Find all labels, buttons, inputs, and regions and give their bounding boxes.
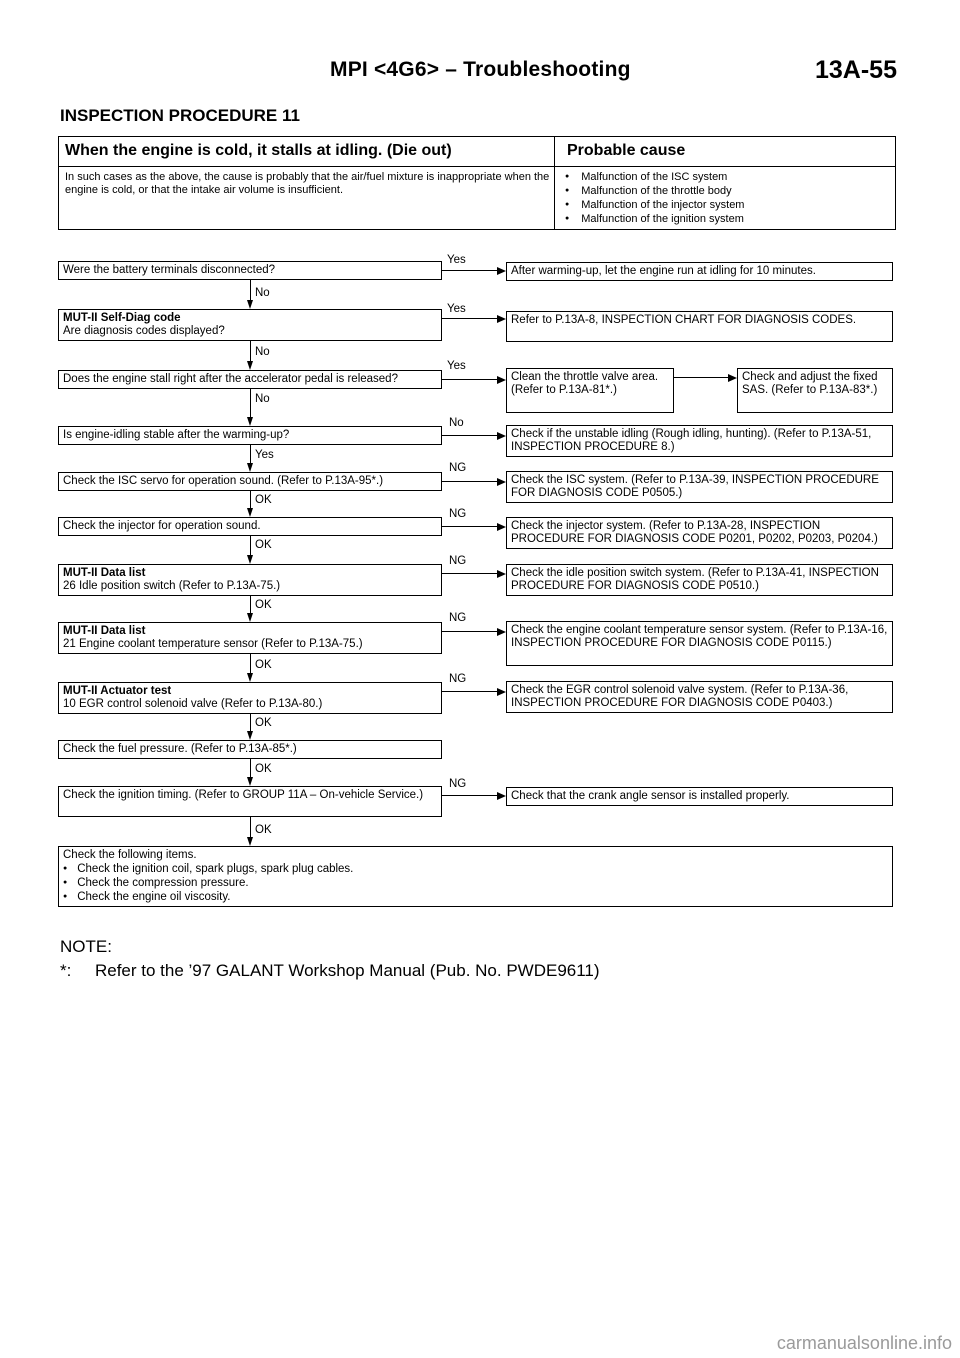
branch-connector bbox=[442, 573, 498, 574]
flow-connector bbox=[250, 817, 251, 838]
box-text: Check the ISC servo for operation sound. (Refer to P.13A-95*.) bbox=[63, 475, 384, 487]
note-text: Refer to the ’97 GALANT Workshop Manual (Pub. No. PWDE9611) bbox=[94, 961, 600, 980]
box-text: Clean the throttle valve area. (Refer to P.13A-81*.) bbox=[511, 371, 659, 396]
flow-connector bbox=[250, 389, 251, 418]
page-number: 13A-55 bbox=[815, 56, 897, 84]
box-text: Check the fuel pressure. (Refer to P.13A-85*.) bbox=[63, 743, 297, 755]
branch-label: NG bbox=[449, 462, 467, 474]
box-text: After warming-up, let the engine run at idling for 10 minutes. bbox=[511, 265, 816, 277]
result-box bbox=[506, 368, 674, 413]
flow-connector bbox=[250, 491, 251, 509]
box-text: 21 Engine coolant temperature sensor (Refer to P.13A-75.) bbox=[63, 638, 363, 650]
arrow-right-icon bbox=[497, 478, 506, 486]
arrow-down-icon bbox=[247, 777, 253, 786]
note-block bbox=[60, 935, 600, 983]
box-text: Does the engine stall right after the accelerator pedal is released? bbox=[63, 373, 398, 385]
step-box bbox=[58, 309, 442, 341]
down-branch-label: OK bbox=[255, 763, 272, 775]
down-branch-label: OK bbox=[255, 659, 272, 671]
cause-item: ● Malfunction of the injector system bbox=[565, 198, 744, 212]
box-text: Were the battery terminals disconnected? bbox=[63, 264, 276, 276]
down-branch-label: OK bbox=[255, 539, 272, 551]
arrow-right-icon bbox=[497, 432, 506, 440]
result-box bbox=[506, 564, 893, 596]
flow-connector bbox=[250, 536, 251, 556]
result-box bbox=[506, 787, 893, 806]
box-text: Check the ignition timing. (Refer to GROUP 11A – On-vehicle Service.) bbox=[63, 789, 424, 801]
branch-connector bbox=[442, 379, 498, 380]
box-text: Refer to P.13A-8, INSPECTION CHART FOR DIAGNOSIS CODES. bbox=[511, 314, 857, 326]
box-text: Check the EGR control solenoid valve system. (Refer to P.13A-36, INSPECTION PROCEDURE FOR DIAGNOSIS CODE P0403.) bbox=[511, 684, 849, 709]
branch-label: No bbox=[449, 417, 464, 429]
arrow-right-icon bbox=[497, 792, 506, 800]
symptom-heading: When the engine is cold, it stalls at idling. (Die out) bbox=[65, 142, 452, 159]
step-heading: MUT-II Actuator test bbox=[63, 685, 172, 697]
probable-cause-list bbox=[565, 170, 744, 226]
branch-label: Yes bbox=[447, 360, 466, 372]
branch-connector bbox=[442, 631, 498, 632]
step-box bbox=[58, 426, 442, 445]
step-box bbox=[58, 622, 442, 654]
step-box bbox=[58, 564, 442, 596]
branch-connector bbox=[442, 795, 498, 796]
arrow-down-icon bbox=[247, 555, 253, 564]
arrow-right-icon bbox=[497, 267, 506, 275]
box-text: Check the injector system. (Refer to P.13A-28, INSPECTION PROCEDURE FOR DIAGNOSIS CODE P0201, P0202, P0203, P0204.) bbox=[511, 520, 878, 545]
section-title: INSPECTION PROCEDURE 11 bbox=[60, 106, 300, 125]
down-branch-label: OK bbox=[255, 824, 272, 836]
step-box bbox=[58, 682, 442, 714]
arrow-right-icon bbox=[497, 523, 506, 531]
result-box bbox=[506, 425, 893, 457]
branch-connector bbox=[442, 318, 498, 319]
table-row-divider bbox=[59, 166, 895, 167]
branch-connector bbox=[442, 526, 498, 527]
note-line bbox=[60, 959, 600, 983]
box-text: Check if the unstable idling (Rough idling, hunting). (Refer to P.13A-51, INSPECTION PROCEDURE 8.) bbox=[511, 428, 872, 453]
note-marker: *: bbox=[60, 961, 72, 980]
branch-connector bbox=[442, 435, 498, 436]
final-check-item: ● Check the engine oil viscosity. bbox=[63, 890, 888, 904]
arrow-down-icon bbox=[247, 731, 253, 740]
box-text: 10 EGR control solenoid valve (Refer to P.13A-80.) bbox=[63, 698, 323, 710]
cause-item: ● Malfunction of the throttle body bbox=[565, 184, 744, 198]
box-text: Check that the crank angle sensor is installed properly. bbox=[511, 790, 790, 802]
sas-result-box bbox=[737, 368, 893, 413]
arrow-down-icon bbox=[247, 508, 253, 517]
flow-connector bbox=[250, 653, 251, 674]
down-branch-label: OK bbox=[255, 494, 272, 506]
arrow-down-icon bbox=[247, 417, 253, 426]
box-text: Check the ISC system. (Refer to P.13A-39, INSPECTION PROCEDURE FOR DIAGNOSIS CODE P0505.) bbox=[511, 474, 879, 499]
arrow-down-icon bbox=[247, 361, 253, 370]
branch-label: NG bbox=[449, 555, 467, 567]
box-text: 26 Idle position switch (Refer to P.13A-75.) bbox=[63, 580, 281, 592]
arrow-down-icon bbox=[247, 837, 253, 846]
box-text: Are diagnosis codes displayed? bbox=[63, 325, 225, 337]
arrow-down-icon bbox=[247, 300, 253, 309]
branch-label: NG bbox=[449, 508, 467, 520]
final-check-list bbox=[63, 862, 888, 904]
table-column-divider bbox=[554, 137, 555, 229]
page-header-title: MPI <4G6> – Troubleshooting bbox=[330, 58, 631, 81]
cause-item: ● Malfunction of the ISC system bbox=[565, 170, 744, 184]
box-text: Check the idle position switch system. (Refer to P.13A-41, INSPECTION PROCEDURE FOR DIAGNOSIS CODE P0510.) bbox=[511, 567, 879, 592]
arrow-right-icon bbox=[497, 376, 506, 384]
arrow-right-icon bbox=[728, 374, 737, 382]
down-branch-label: OK bbox=[255, 599, 272, 611]
result-box bbox=[506, 471, 893, 503]
branch-connector bbox=[674, 377, 728, 378]
branch-label: NG bbox=[449, 673, 467, 685]
down-branch-label: No bbox=[255, 393, 270, 405]
step-box bbox=[58, 740, 442, 759]
step-box bbox=[58, 370, 442, 389]
arrow-right-icon bbox=[497, 570, 506, 578]
result-box bbox=[506, 311, 893, 342]
step-box bbox=[58, 261, 442, 280]
step-heading: MUT-II Data list bbox=[63, 567, 146, 579]
flow-connector bbox=[250, 280, 251, 301]
arrow-down-icon bbox=[247, 613, 253, 622]
box-text: Check and adjust the fixed SAS. (Refer to P.13A-83*.) bbox=[742, 371, 878, 396]
box-text: Check the injector for operation sound. bbox=[63, 520, 261, 532]
probable-cause-heading: Probable cause bbox=[567, 142, 686, 159]
final-check-item: ● Check the compression pressure. bbox=[63, 876, 888, 890]
down-branch-label: Yes bbox=[255, 449, 274, 461]
box-text: Check the engine coolant temperature sensor system. (Refer to P.13A-16, INSPECTION PROCEDURE FOR DIAGNOSIS CODE P0115.) bbox=[511, 624, 888, 649]
down-branch-label: No bbox=[255, 287, 270, 299]
flow-connector bbox=[250, 445, 251, 464]
result-box bbox=[506, 681, 893, 713]
arrow-down-icon bbox=[247, 673, 253, 682]
result-box bbox=[506, 262, 893, 281]
flow-connector bbox=[250, 713, 251, 732]
symptom-description: In such cases as the above, the cause is probably that the air/fuel mixture is inappropriate when the engine is cold, or that the intake air volume is insufficient. bbox=[65, 171, 550, 196]
note-label: NOTE: bbox=[60, 937, 112, 956]
result-box bbox=[506, 621, 893, 666]
down-branch-label: OK bbox=[255, 717, 272, 729]
branch-label: Yes bbox=[447, 303, 466, 315]
branch-connector bbox=[442, 270, 498, 271]
arrow-down-icon bbox=[247, 463, 253, 472]
arrow-right-icon bbox=[497, 688, 506, 696]
step-box bbox=[58, 517, 442, 536]
step-box bbox=[58, 786, 442, 817]
step-heading: MUT-II Self-Diag code bbox=[63, 312, 181, 324]
watermark: carmanualsonline.info bbox=[776, 1333, 952, 1353]
branch-connector bbox=[442, 481, 498, 482]
flow-connector bbox=[250, 340, 251, 362]
problem-table bbox=[58, 136, 896, 230]
flow-connector bbox=[250, 595, 251, 614]
branch-connector bbox=[442, 691, 498, 692]
cause-item: ● Malfunction of the ignition system bbox=[565, 212, 744, 226]
branch-label: NG bbox=[449, 778, 467, 790]
branch-label: Yes bbox=[447, 254, 466, 266]
final-check-item: ● Check the ignition coil, spark plugs, spark plug cables. bbox=[63, 862, 888, 876]
final-check-intro: Check the following items. bbox=[63, 849, 197, 861]
arrow-right-icon bbox=[497, 315, 506, 323]
arrow-right-icon bbox=[497, 628, 506, 636]
step-heading: MUT-II Data list bbox=[63, 625, 146, 637]
flow-connector bbox=[250, 759, 251, 778]
step-box bbox=[58, 472, 442, 491]
down-branch-label: No bbox=[255, 346, 270, 358]
box-text: Is engine-idling stable after the warming-up? bbox=[63, 429, 290, 441]
branch-label: NG bbox=[449, 612, 467, 624]
result-box bbox=[506, 517, 893, 549]
final-check-box bbox=[58, 846, 893, 907]
